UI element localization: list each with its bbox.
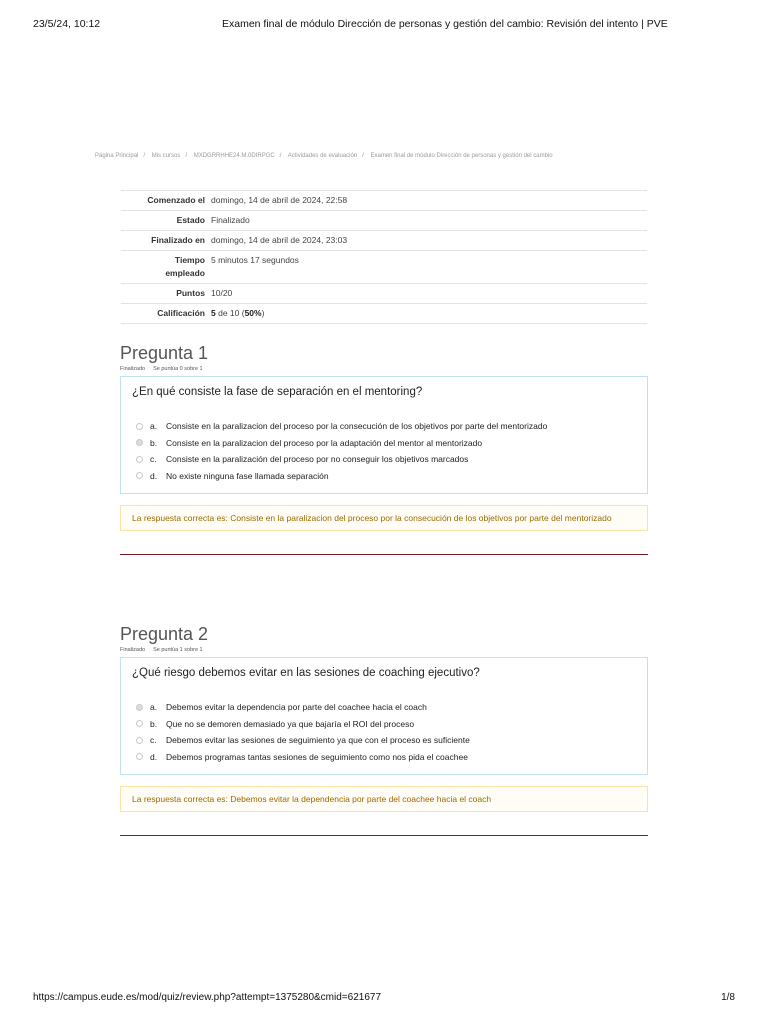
answer-option-b[interactable] — [132, 716, 636, 733]
breadcrumb-separator: / — [185, 153, 188, 159]
answer-letter: b. — [150, 718, 158, 729]
radio-selected-icon[interactable] — [136, 704, 143, 711]
radio-icon[interactable] — [136, 720, 143, 727]
print-date: 23/5/24, 10:12 — [33, 18, 101, 30]
correct-answer-feedback: La respuesta correcta es: Consiste en la paralizacion del proceso por la consecución de los objetivos por parte del mentorizado — [120, 505, 648, 531]
breadcrumb-section[interactable]: Actividades de evaluación — [287, 153, 358, 159]
radio-icon[interactable] — [136, 737, 143, 744]
answer-letter: d. — [150, 470, 158, 481]
question-divider — [120, 554, 648, 555]
question-1 — [120, 342, 648, 555]
question-heading: Pregunta 1 — [120, 343, 209, 363]
answer-text: Debemos evitar la dependencia por parte del coachee hacia el coach — [166, 702, 427, 713]
answer-text: Debemos programas tantas sesiones de seguimiento como nos pida el coachee — [166, 751, 468, 762]
answer-text: Debemos evitar las sesiones de seguimiento ya que con el proceso es suficiente — [166, 735, 470, 746]
question-box — [120, 657, 648, 775]
answer-option-c[interactable] — [132, 451, 636, 468]
time-label-line-1: Tiempo — [174, 255, 205, 265]
radio-icon[interactable] — [136, 456, 143, 463]
answer-option-b[interactable] — [132, 435, 636, 452]
question-heading: Pregunta 2 — [120, 624, 209, 644]
print-page-title: Examen final de módulo Dirección de personas y gestión del cambio: Revisión del intento | PVE — [222, 18, 668, 30]
breadcrumb-separator: / — [279, 153, 282, 159]
print-page-number: 1/8 — [721, 992, 735, 1003]
started-value: domingo, 14 de abril de 2024, 22:58 — [211, 195, 348, 205]
question-text: ¿En qué consiste la fase de separación en el mentoring? — [132, 386, 423, 398]
answer-text: Consiste en la paralización del proceso por no conseguir los objetivos marcados — [166, 454, 469, 465]
attempt-summary-table — [121, 190, 647, 324]
answer-option-a[interactable] — [132, 418, 636, 435]
answer-text: Consiste en la paralizacion del proceso por la consecución de los objetivos por parte del mentorizado — [166, 421, 548, 432]
summary-row-time — [121, 251, 647, 284]
print-footer — [33, 992, 735, 1006]
answer-letter: c. — [150, 735, 157, 746]
time-label — [121, 251, 211, 284]
answer-letter: c. — [150, 454, 157, 465]
question-2 — [120, 623, 648, 836]
radio-icon[interactable] — [136, 472, 143, 479]
radio-icon[interactable] — [136, 423, 143, 430]
breadcrumb-separator: / — [143, 153, 146, 159]
question-box — [120, 376, 648, 494]
question-info — [120, 647, 648, 655]
answer-text: No existe ninguna fase llamada separación — [166, 470, 329, 481]
time-label-line-2: empleado — [165, 268, 205, 278]
answer-text: Consiste en la paralizacion del proceso por la adaptación del mentor al mentorizado — [166, 437, 483, 448]
answer-letter: a. — [150, 702, 158, 713]
question-info — [120, 366, 648, 374]
summary-row-state — [121, 211, 647, 231]
grade-value — [211, 304, 647, 324]
radio-selected-icon[interactable] — [136, 439, 143, 446]
breadcrumb-home[interactable]: Página Principal — [95, 153, 139, 159]
answer-option-d[interactable] — [132, 749, 636, 766]
summary-row-started — [121, 191, 647, 211]
question-mark: Se puntúa 1 sobre 1 — [153, 647, 203, 653]
finished-label: Finalizado en — [151, 235, 205, 245]
print-header — [33, 18, 668, 32]
correct-answer-feedback: La respuesta correcta es: Debemos evitar la dependencia por parte del coachee hacia el coach — [120, 786, 648, 812]
summary-row-points — [121, 284, 647, 304]
answer-letter: b. — [150, 437, 158, 448]
time-value: 5 minutos 17 segundos — [211, 255, 299, 265]
points-value: 10/20 — [211, 288, 233, 298]
question-divider — [120, 835, 648, 836]
breadcrumb-quiz[interactable]: Examen final de módulo Dirección de personas y gestión del cambio — [370, 153, 553, 159]
summary-row-finished — [121, 231, 647, 251]
answer-text: Que no se demoren demasiado ya que bajaría el ROI del proceso — [166, 718, 415, 729]
answer-list — [132, 699, 636, 765]
state-label: Estado — [176, 215, 205, 225]
grade-score: 5 — [211, 308, 216, 318]
state-value: Finalizado — [211, 215, 250, 225]
radio-icon[interactable] — [136, 753, 143, 760]
answer-letter: a. — [150, 421, 158, 432]
question-mark: Se puntúa 0 sobre 1 — [153, 366, 203, 372]
grade-close: ) — [261, 308, 265, 318]
print-url: https://campus.eude.es/mod/quiz/review.php?attempt=1375280&cmid=621677 — [33, 992, 382, 1003]
question-state: Finalizado — [120, 366, 146, 372]
grade-label: Calificación — [157, 308, 205, 318]
started-label: Comenzado el — [147, 195, 205, 205]
finished-value: domingo, 14 de abril de 2024, 23:03 — [211, 235, 348, 245]
breadcrumb-separator: / — [362, 153, 364, 159]
answer-letter: d. — [150, 751, 158, 762]
grade-of: de 10 ( — [215, 308, 245, 318]
grade-percent: 50% — [244, 308, 262, 318]
breadcrumb-my-courses[interactable]: Mis cursos — [151, 153, 181, 159]
answer-option-d[interactable] — [132, 468, 636, 485]
points-label: Puntos — [176, 288, 205, 298]
breadcrumb — [95, 153, 675, 159]
breadcrumb-course[interactable]: MXDGRRHHE24.M.0DIRPGC — [193, 153, 275, 159]
answer-option-a[interactable] — [132, 699, 636, 716]
question-text: ¿Qué riesgo debemos evitar en las sesiones de coaching ejecutivo? — [132, 667, 480, 679]
question-state: Finalizado — [120, 647, 146, 653]
answer-option-c[interactable] — [132, 732, 636, 749]
summary-row-grade — [121, 304, 647, 324]
answer-list — [132, 418, 636, 484]
